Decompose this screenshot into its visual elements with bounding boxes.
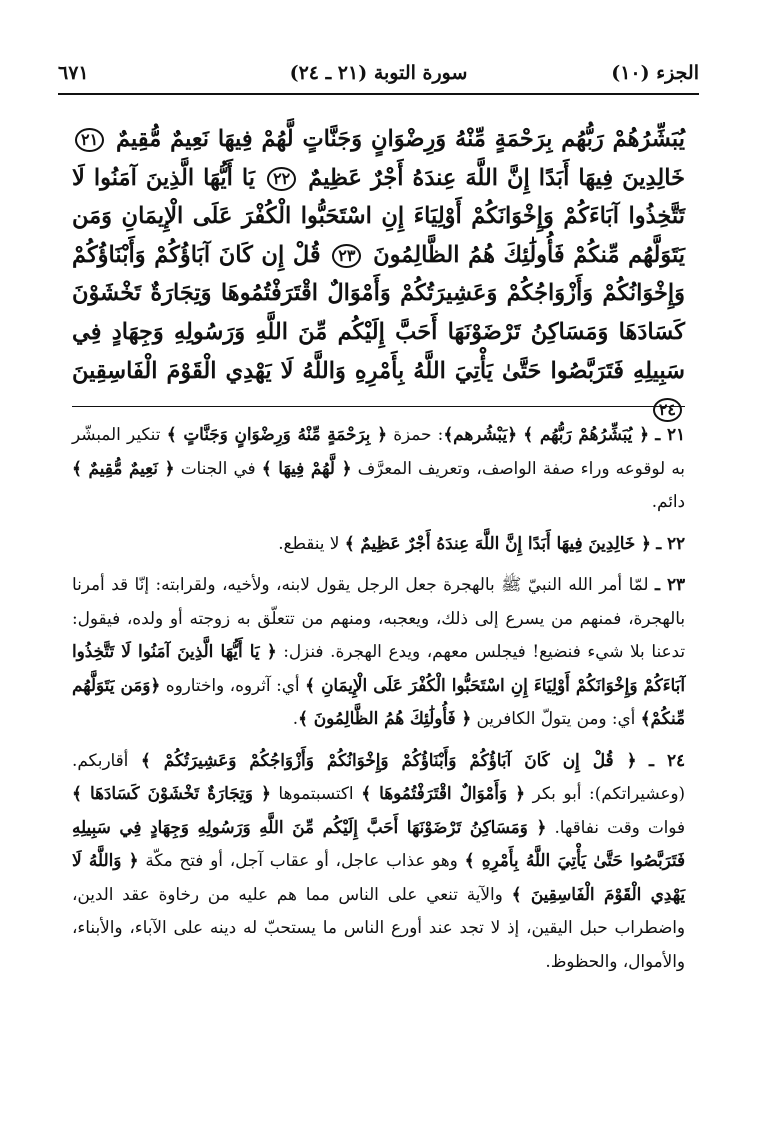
para-number: ٢٣ ـ <box>655 574 685 594</box>
header-divider <box>58 93 699 95</box>
text: . <box>292 708 299 728</box>
ayah-22: خَالِدِينَ فِيهَا أَبَدًا إِنَّ اللَّهَ عِندَهُ أَجْرٌ عَظِيمٌ <box>308 164 685 191</box>
quote: ﴿ يُبَشِّرُهُمْ رَبُّهُم ﴾ <box>523 424 649 444</box>
quran-divider <box>72 406 685 407</box>
quote: ﴿ فَأُولَٰئِكَ هُمُ الظَّالِمُونَ ﴾ <box>298 708 472 728</box>
page-number: ٦٧١ <box>58 62 89 84</box>
text: تنكير المبشّر به لوقوعه وراء صفة الواصف، وتعريف المعرَّف <box>72 424 685 478</box>
para-number: ٢٤ ـ <box>648 749 685 770</box>
quote: ﴿ وَأَمْوَالٌ اقْتَرَفْتُمُوهَا ﴾ <box>361 783 525 803</box>
quote: ﴿ وَتِجَارَةٌ تَخْشَوْنَ كَسَادَهَا ﴾ <box>72 783 271 803</box>
tafsir-para-21 <box>72 418 685 519</box>
tafsir-para-23 <box>72 568 685 736</box>
tafsir-para-24 <box>72 744 685 979</box>
quote: ﴿ يَا أَيُّهَا الَّذِينَ آمَنُوا لَا تَتَّخِذُوا آبَاءَكُمْ وَإِخْوَانَكُمْ أَوْلِيَاءَ إِنِ اسْتَحَبُّوا الْكُفْرَ عَلَى الْإِيمَانِ ﴾ <box>72 641 686 695</box>
ayah-marker-22: ٢٢ <box>267 167 296 191</box>
text: في الجنات <box>180 457 256 478</box>
quote: ﴿ خَالِدِينَ فِيهَا أَبَدًا إِنَّ اللَّهَ عِندَهُ أَجْرٌ عَظِيمٌ ﴾ <box>344 532 651 553</box>
juz-label: الجزء (١٠) <box>611 62 699 84</box>
quote: ﴿ لَّهُمْ فِيهَا ﴾ <box>261 457 352 478</box>
ayah-23: يَا أَيُّهَا الَّذِينَ آمَنُوا لَا تَتَّخِذُوا آبَاءَكُمْ وَإِخْوَانَكُمْ أَوْلِيَاءَ إِنِ اسْتَحَبُّوا الْكُفْرَ عَلَى الْإِيمَانِ وَمَن يَتَوَلَّهُم مِّنكُمْ فَأُولَٰئِكَ هُمُ الظَّالِمُونَ <box>72 164 685 268</box>
text: : حمزة <box>393 424 444 444</box>
surah-title: سورة التوبة (٢١ ـ ٢٤) <box>289 62 468 84</box>
ayah-24: قُلْ إِن كَانَ آبَاؤُكُمْ وَأَبْنَاؤُكُمْ وَإِخْوَانُكُمْ وَأَزْوَاجُكُمْ وَعَشِيرَتُكُمْ وَأَمْوَالٌ اقْتَرَفْتُمُوهَا وَتِجَارَةٌ تَخْشَوْنَ كَسَادَهَا وَمَسَاكِنُ تَرْضَوْنَهَا أَحَبَّ إِلَيْكُم مِّنَ اللَّهِ وَرَسُولِهِ وَجِهَادٍ فِي سَبِيلِهِ فَتَرَبَّصُوا حَتَّىٰ يَأْتِيَ اللَّهُ بِأَمْرِهِ وَاللَّهُ لَا يَهْدِي الْقَوْمَ الْفَاسِقِينَ <box>72 241 685 384</box>
ayah-marker-21: ٢١ <box>75 128 104 152</box>
quote: ﴿ قُلْ إِن كَانَ آبَاؤُكُمْ وَأَبْنَاؤُكُمْ وَإِخْوَانُكُمْ وَأَزْوَاجُكُمْ وَعَشِيرَتُكُمْ ﴾ <box>140 749 637 770</box>
quote: ﴿يَبْشُرهم﴾ <box>443 424 517 444</box>
quote: ﴿ وَمَسَاكِنُ تَرْضَوْنَهَا أَحَبَّ إِلَيْكُم مِّنَ اللَّهِ وَرَسُولِهِ وَجِهَادٍ فِي سَبِيلِهِ فَتَرَبَّصُوا حَتَّىٰ يَأْتِيَ اللَّهُ بِأَمْرِهِ ﴾ <box>72 816 685 870</box>
quote: ﴿ نَعِيمٌ مُّقِيمٌ ﴾ <box>72 457 175 478</box>
text: وهو عذاب عاجل، أو عقاب آجل، أو فتح مكّة <box>145 850 458 870</box>
text: اكتسبتموها <box>278 783 354 803</box>
tafsir-para-22 <box>72 527 685 561</box>
quote: ﴿وَمَن يَتَوَلَّهُم مِّنكُمْ﴾ <box>72 674 685 728</box>
text: لا ينقطع. <box>278 532 340 553</box>
para-number: ٢٢ ـ <box>656 532 685 553</box>
text: أي: ومن يتولّ الكافرين <box>476 708 636 728</box>
text: دائم. <box>651 491 685 511</box>
quote: ﴿ وَاللَّهُ لَا يَهْدِي الْقَوْمَ الْفَاسِقِينَ ﴾ <box>72 850 685 904</box>
text: لمّا أمر الله النبيّ ﷺ بالهجرة جعل الرجل يقول لابنه، ولأخيه، ولقرابته: إنّا قد أمرنا بالهجرة، فمنهم من يسرع إلى ذلك، ويعجبه، ومنهم من تتعلّق به زوجته أو ولده، فيقول: تدعنا بلا شيء فنضيع! فيجلس معهم، ويدع الهجرة. فنزل: <box>72 574 685 661</box>
text: والآية تنعي على الناس مما هم عليه من رخاوة عقد الدين، واضطراب حبل اليقين، إذ لا تجد عند أورع الناس ما يستحبّ له دينه على الآباء، والأبناء، والأموال، والحظوظ. <box>72 883 685 971</box>
text: فوات وقت نفاقها. <box>554 816 686 837</box>
ayah-21: يُبَشِّرُهُمْ رَبُّهُم بِرَحْمَةٍ مِّنْهُ وَرِضْوَانٍ وَجَنَّاتٍ لَّهُمْ فِيهَا نَعِيمٌ مُّقِيمٌ <box>116 126 685 152</box>
tafsir-text <box>72 418 685 986</box>
text: أقاربكم. (وعشيراتكم): أبو بكر <box>72 749 685 803</box>
page-header <box>58 56 699 90</box>
quran-text <box>72 120 685 429</box>
ayah-marker-24: ٢٤ <box>653 398 682 422</box>
para-number: ٢١ ـ <box>655 424 686 444</box>
text: أي: آثروه، واختاروه <box>165 674 300 695</box>
ayah-marker-23: ٢٣ <box>332 244 361 268</box>
quote: ﴿ بِرَحْمَةٍ مِّنْهُ وَرِضْوَانٍ وَجَنَّاتٍ ﴾ <box>166 424 387 444</box>
